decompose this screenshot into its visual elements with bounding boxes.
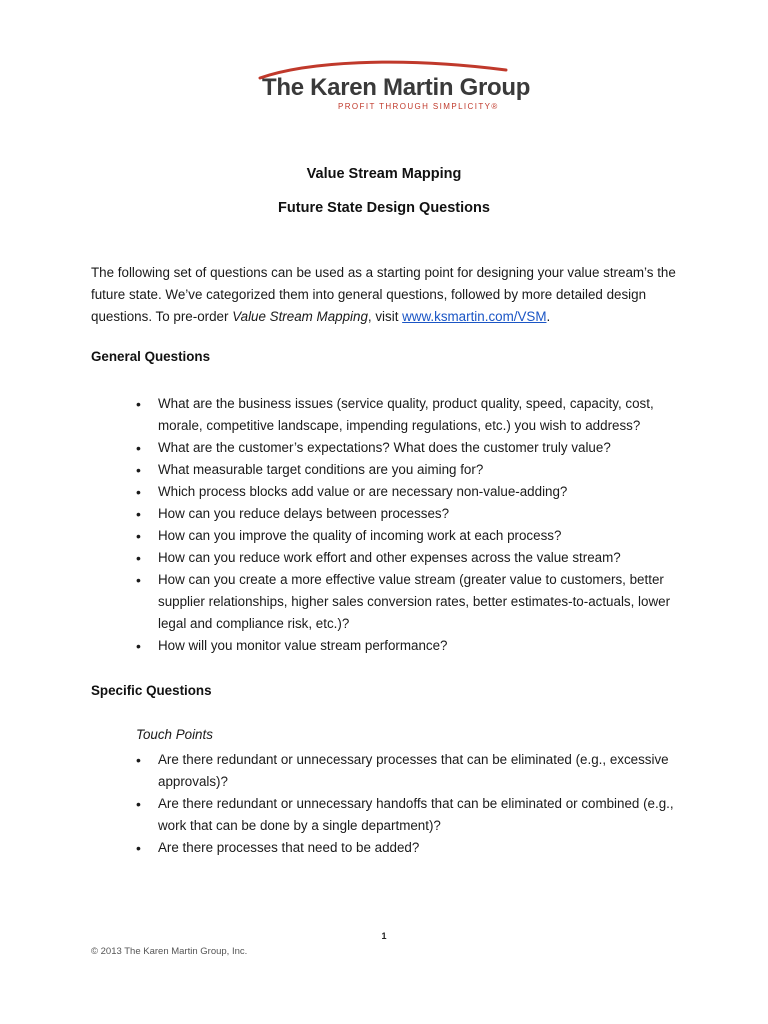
preorder-link[interactable]: www.ksmartin.com/VSM <box>402 309 547 324</box>
list-item: • What are the customer’s expectations? What does the customer truly value? <box>136 437 676 459</box>
list-item: • What measurable target conditions are you aiming for? <box>136 459 676 481</box>
list-item: • How can you reduce work effort and other expenses across the value stream? <box>136 547 676 569</box>
page-number: 1 <box>381 931 387 941</box>
list-item: • Are there processes that need to be added? <box>136 837 676 859</box>
book-title: Value Stream Mapping <box>232 309 368 324</box>
list-item: • What are the business issues (service quality, product quality, speed, capacity, cost, morale, competitive landscape, impending regulations, etc.) you wish to address? <box>136 393 676 437</box>
list-item: • How can you improve the quality of incoming work at each process? <box>136 525 676 547</box>
list-item: • How will you monitor value stream performance? <box>136 635 676 657</box>
logo-tagline: PROFIT THROUGH SIMPLICITY® <box>338 102 499 111</box>
general-questions-list <box>136 393 676 657</box>
intro-paragraph <box>91 262 691 328</box>
document-title: Value Stream Mapping <box>306 166 462 182</box>
list-item: • Are there redundant or unnecessary processes that can be eliminated (e.g., excessive approvals)? <box>136 749 676 793</box>
list-item: • Are there redundant or unnecessary handoffs that can be eliminated or combined (e.g., work that can be done by a single department)? <box>136 793 676 837</box>
list-item: • How can you reduce delays between processes? <box>136 503 676 525</box>
list-item: • How can you create a more effective value stream (greater value to customers, better supplier relationships, higher sales conversion rates, better estimates-to-actuals, lower legal and compliance risk, etc.)? <box>136 569 676 635</box>
general-questions-heading: General Questions <box>91 349 211 364</box>
intro-text-2: , visit <box>367 309 403 324</box>
company-logo <box>256 58 531 122</box>
document-subtitle: Future State Design Questions <box>278 200 490 216</box>
touch-points-subheading: Touch Points <box>136 727 213 742</box>
specific-questions-heading: Specific Questions <box>91 683 212 698</box>
specific-questions-list <box>136 749 676 859</box>
intro-text-1: The following set of questions can be used as a starting point for designing your value stream’s the future state. We’ve categorized them into general questions, followed by more detailed design questions. To pre-order <box>91 265 676 324</box>
copyright-footer: © 2013 The Karen Martin Group, Inc. <box>91 946 248 957</box>
logo-name: The Karen Martin Group <box>262 74 531 101</box>
intro-text-3: . <box>546 309 551 324</box>
list-item: • Which process blocks add value or are necessary non-value-adding? <box>136 481 676 503</box>
